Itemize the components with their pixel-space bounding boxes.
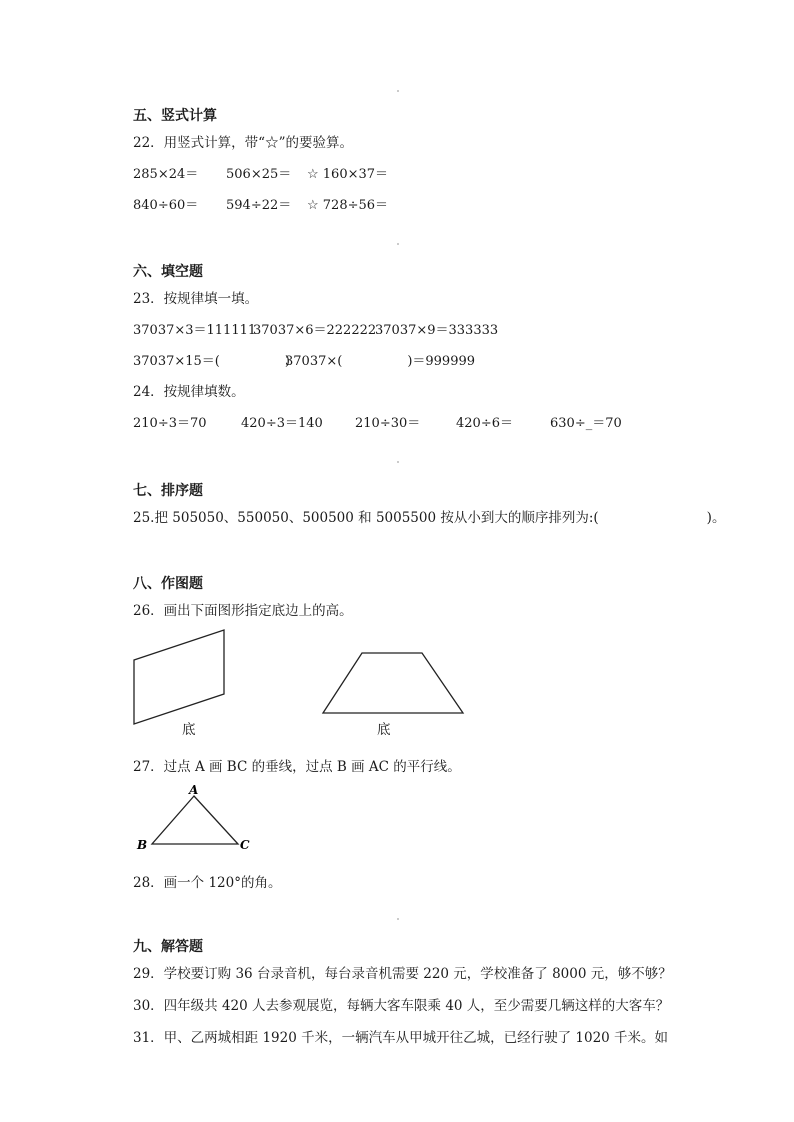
q22-item: 506×25＝ — [226, 167, 292, 182]
vertex-b-label: B — [137, 838, 148, 852]
q22-item: 285×24＝ — [133, 167, 199, 182]
q24-item: 420÷3＝140 — [241, 416, 323, 431]
q23-item: 37037×15＝( ) — [133, 354, 290, 369]
q24-item: 420÷6＝ — [456, 416, 513, 431]
separator-dot — [397, 90, 399, 92]
question-28-text: 28．画一个 120°的角。 — [133, 875, 282, 891]
trapezoid-figure — [315, 645, 475, 720]
section-heading-ordering: 七、排序题 — [133, 483, 203, 499]
question-25-text: 25.把 505050、550050、500500 和 5005500 按从小到大的顺序排列为:( )。 — [133, 510, 726, 526]
vertex-c-label: C — [240, 838, 250, 852]
question-22-text: 22．用竖式计算，带“☆”的要验算。 — [133, 135, 353, 151]
question-27-text: 27．过点 A 画 BC 的垂线，过点 B 画 AC 的平行线。 — [133, 759, 461, 775]
question-26-text: 26．画出下面图形指定底边上的高。 — [133, 603, 353, 619]
q24-item: 210÷30＝ — [355, 416, 421, 431]
question-24-text: 24．按规律填数。 — [133, 384, 245, 400]
section-heading-drawing: 八、作图题 — [133, 576, 203, 592]
question-29-text: 29．学校要订购 36 台录音机，每台录音机需要 220 元，学校准备了 8000 元，够不够？ — [133, 966, 672, 982]
q22-item: 594÷22＝ — [226, 198, 292, 213]
section-heading-vertical-calculation: 五、竖式计算 — [133, 108, 217, 124]
section-heading-word-problems: 九、解答题 — [133, 939, 203, 955]
q23-item: 37037×6＝222222 — [253, 323, 377, 338]
vertex-a-label: A — [189, 783, 199, 797]
triangle-abc-figure — [130, 780, 260, 855]
q23-item: 37037×( )＝999999 — [285, 354, 476, 369]
parallelogram-base-label: 底 — [182, 722, 196, 738]
separator-dot — [397, 243, 399, 245]
trapezoid-base-label: 底 — [377, 722, 391, 738]
separator-dot — [397, 918, 399, 920]
q23-item: 37037×3＝111111 — [133, 323, 257, 338]
q24-item: 210÷3＝70 — [133, 416, 207, 431]
separator-dot — [397, 461, 399, 463]
q24-item: 630÷_＝70 — [550, 416, 622, 431]
question-30-text: 30．四年级共 420 人去参观展览，每辆大客车限乘 40 人，至少需要几辆这样的大客车？ — [133, 998, 670, 1014]
question-23-text: 23．按规律填一填。 — [133, 291, 259, 307]
q22-item: 840÷60＝ — [133, 198, 199, 213]
q22-item: ☆ 728÷56＝ — [307, 198, 389, 213]
q22-item: ☆ 160×37＝ — [307, 167, 389, 182]
q23-item: 37037×9＝333333 — [375, 323, 499, 338]
question-31-text: 31．甲、乙两城相距 1920 千米，一辆汽车从甲城开往乙城，已经行驶了 1020 千米。如 — [133, 1030, 669, 1046]
section-heading-fill-in: 六、填空题 — [133, 264, 203, 280]
